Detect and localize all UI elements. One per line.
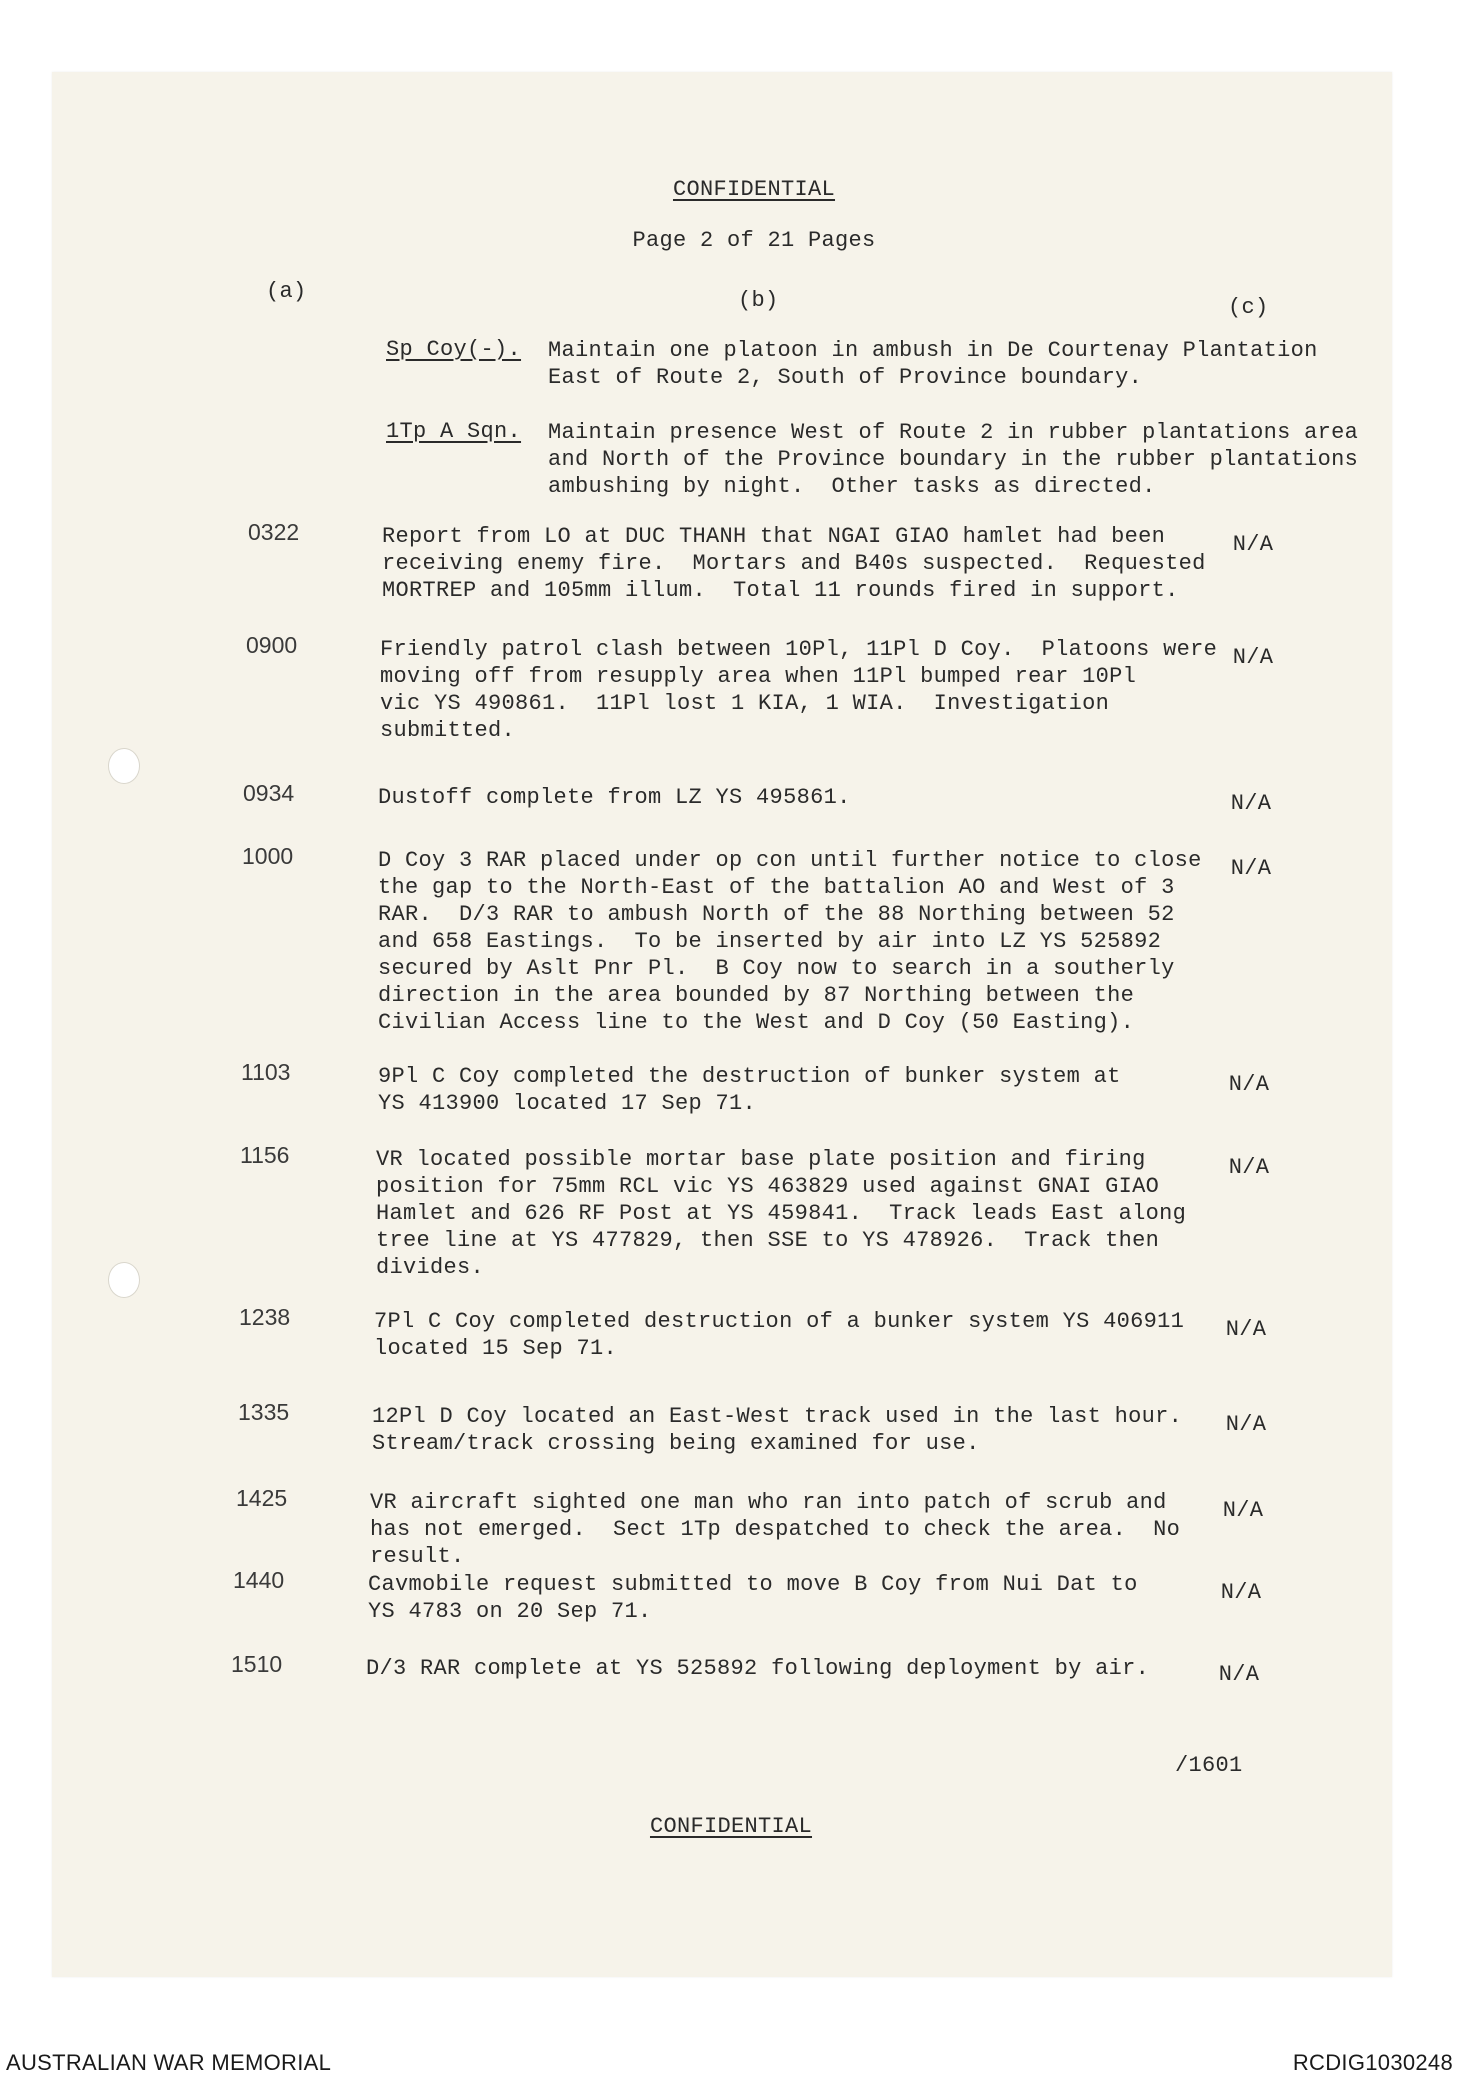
task-unit: 1Tp A Sqn.: [386, 419, 522, 444]
entry-line: VR aircraft sighted one man who ran into patch of scrub and: [370, 1490, 1167, 1515]
entry-line: Stream/track crossing being examined for use.: [372, 1431, 980, 1456]
entry-line: 9Pl C Coy completed the destruction of bunker system at: [378, 1064, 1121, 1089]
entry-line: has not emerged. Sect 1Tp despatched to check the area. No: [370, 1517, 1181, 1542]
column-c-label: (c): [1228, 295, 1269, 320]
entry-line: result.: [370, 1544, 465, 1569]
entry-line: D/3 RAR complete at YS 525892 following deployment by air.: [366, 1656, 1150, 1681]
entry-line: RAR. D/3 RAR to ambush North of the 88 Northing between 52: [378, 902, 1175, 927]
entry-line: located 15 Sep 71.: [374, 1336, 618, 1361]
entry-time: 1425: [236, 1485, 288, 1511]
entry-line: position for 75mm RCL vic YS 463829 used against GNAI GIAO: [376, 1174, 1160, 1199]
entry-line: VR located possible mortar base plate position and firing: [376, 1147, 1146, 1172]
entry-time: 1440: [233, 1567, 285, 1593]
archive-name: AUSTRALIAN WAR MEMORIAL: [6, 2050, 332, 2075]
entry-line: Report from LO at DUC THANH that NGAI GIAO hamlet had been: [382, 524, 1166, 549]
entry-line: Dustoff complete from LZ YS 495861.: [378, 785, 851, 810]
continuation-marker: /1601: [1175, 1753, 1243, 1778]
entry-line: divides.: [376, 1255, 485, 1280]
footer-classification: CONFIDENTIAL: [649, 1814, 813, 1839]
column-b-label: (b): [738, 288, 779, 313]
task-line: Maintain one platoon in ambush in De Courtenay Plantation: [548, 338, 1318, 363]
entry-line: Civilian Access line to the West and D Coy (50 Easting).: [378, 1010, 1135, 1035]
punch-hole: [108, 1262, 140, 1298]
entry-line: 7Pl C Coy completed destruction of a bunker system YS 406911: [374, 1309, 1185, 1334]
entry-time: 0900: [246, 632, 298, 658]
entry-time: 1000: [242, 843, 294, 869]
entry-time: 1510: [231, 1651, 283, 1677]
task-line: and North of the Province boundary in the rubber plantations: [548, 447, 1359, 472]
entry-line: 12Pl D Coy located an East-West track used in the last hour.: [372, 1404, 1183, 1429]
entry-status: N/A: [1232, 645, 1274, 670]
entry-status: N/A: [1225, 1412, 1267, 1437]
entry-line: Friendly patrol clash between 10Pl, 11Pl D Coy. Platoons were: [380, 637, 1218, 662]
task-line: ambushing by night. Other tasks as directed.: [548, 474, 1156, 499]
entry-line: and 658 Eastings. To be inserted by air into LZ YS 525892: [378, 929, 1162, 954]
entry-status: N/A: [1232, 532, 1274, 557]
entry-time: 0322: [248, 519, 300, 545]
entry-line: secured by Aslt Pnr Pl. B Coy now to search in a southerly: [378, 956, 1175, 981]
entry-line: Hamlet and 626 RF Post at YS 459841. Track leads East along: [376, 1201, 1187, 1226]
entry-status: N/A: [1228, 1155, 1270, 1180]
punch-hole: [108, 748, 140, 784]
entry-status: N/A: [1222, 1498, 1264, 1523]
entry-line: YS 4783 on 20 Sep 71.: [368, 1599, 652, 1624]
entry-line: moving off from resupply area when 11Pl bumped rear 10Pl: [380, 664, 1137, 689]
page-number: Page 2 of 21 Pages: [632, 228, 876, 253]
entry-status: N/A: [1225, 1317, 1267, 1342]
entry-status: N/A: [1218, 1662, 1260, 1687]
archive-reference: RCDIG1030248: [1292, 2050, 1453, 2075]
entry-status: N/A: [1230, 791, 1272, 816]
entry-status: N/A: [1228, 1072, 1270, 1097]
entry-line: vic YS 490861. 11Pl lost 1 KIA, 1 WIA. Investigation: [380, 691, 1110, 716]
task-line: East of Route 2, South of Province boundary.: [548, 365, 1143, 390]
column-a-label: (a): [266, 279, 307, 304]
entry-line: receiving enemy fire. Mortars and B40s suspected. Requested: [382, 551, 1206, 576]
entry-line: the gap to the North-East of the battalion AO and West of 3: [378, 875, 1175, 900]
entry-time: 0934: [243, 780, 295, 806]
entry-line: Cavmobile request submitted to move B Coy from Nui Dat to: [368, 1572, 1138, 1597]
entry-line: MORTREP and 105mm illum. Total 11 rounds fired in support.: [382, 578, 1179, 603]
entry-line: tree line at YS 477829, then SSE to YS 478926. Track then: [376, 1228, 1160, 1253]
entry-time: 1238: [239, 1304, 291, 1330]
entry-line: direction in the area bounded by 87 Northing between the: [378, 983, 1135, 1008]
entry-line: YS 413900 located 17 Sep 71.: [378, 1091, 757, 1116]
task-line: Maintain presence West of Route 2 in rubber plantations area: [548, 420, 1359, 445]
entry-line: submitted.: [380, 718, 516, 743]
entry-status: N/A: [1230, 856, 1272, 881]
entry-time: 1335: [238, 1399, 290, 1425]
task-unit: Sp Coy(-).: [386, 337, 522, 362]
entry-line: D Coy 3 RAR placed under op con until further notice to close: [378, 848, 1202, 873]
entry-time: 1103: [241, 1059, 291, 1085]
header-classification: CONFIDENTIAL: [672, 177, 836, 202]
entry-status: N/A: [1220, 1580, 1262, 1605]
entry-time: 1156: [240, 1142, 290, 1168]
